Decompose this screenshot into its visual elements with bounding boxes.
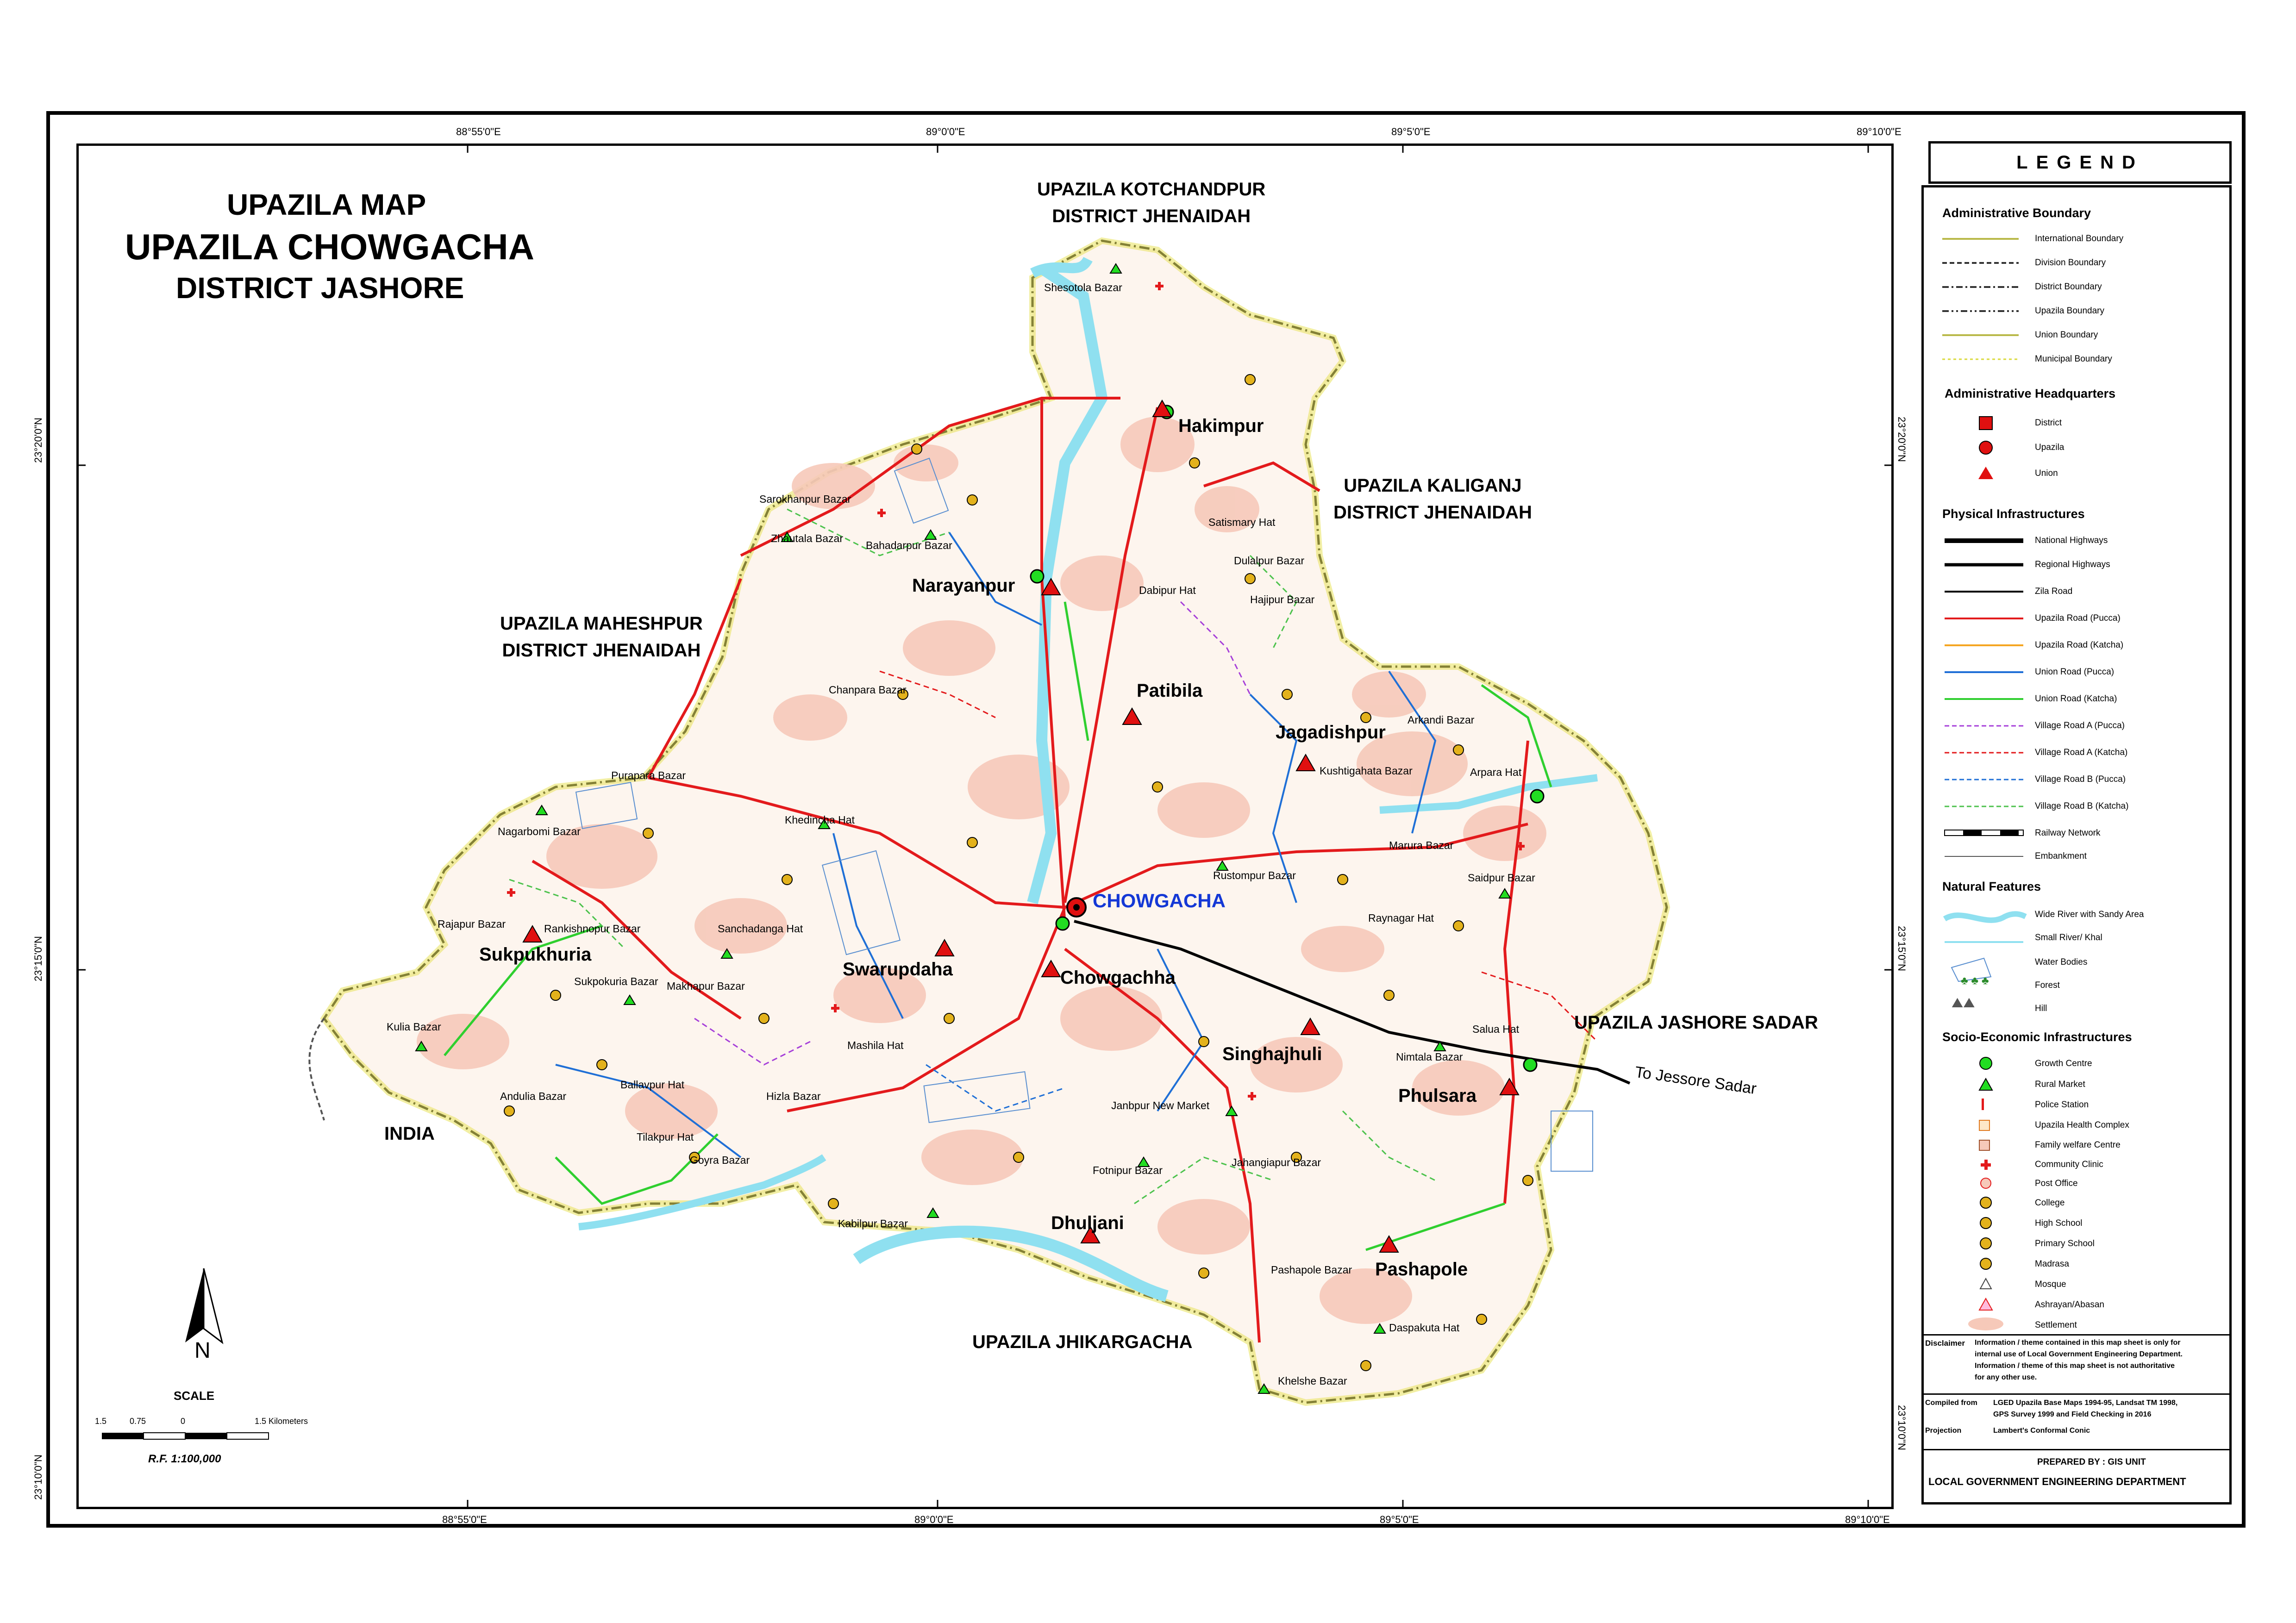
place-label: Rajapur Bazar bbox=[438, 918, 506, 930]
place-label: Saidpur Bazar bbox=[1468, 872, 1535, 884]
legend-item: Settlement bbox=[2035, 1320, 2077, 1330]
legend-heading-admin-hq: Administrative Headquarters bbox=[1945, 387, 2116, 400]
region-jashore-sadar: UPAZILA JASHORE SADAR bbox=[1574, 1012, 1818, 1033]
place-label: Pashapole Bazar bbox=[1271, 1264, 1352, 1276]
place-label: Andulia Bazar bbox=[500, 1090, 567, 1102]
legend-item: Upazila bbox=[2035, 443, 2065, 452]
road-label-to-jessore: To Jessore Sadar bbox=[1633, 1063, 1758, 1098]
coord-top-1: 88°55'0"E bbox=[456, 126, 501, 137]
coord-top-2: 89°0'0"E bbox=[926, 126, 965, 137]
place-label: Janbpur New Market bbox=[1111, 1099, 1210, 1111]
north-arrow-icon bbox=[185, 1268, 222, 1342]
coord-bottom-3: 89°5'0"E bbox=[1380, 1514, 1419, 1525]
coord-right-2: 23°15'0"N bbox=[1896, 926, 1908, 971]
place-label: Sarokhanpur Bazar bbox=[759, 493, 851, 505]
place-label: Tilakpur Hat bbox=[637, 1131, 694, 1143]
legend-item: Village Road B (Pucca) bbox=[2035, 774, 2126, 784]
union-label-phulsara: Phulsara bbox=[1398, 1086, 1476, 1106]
union-label-sukpukhuria: Sukpukhuria bbox=[479, 944, 592, 965]
north-label: N bbox=[194, 1338, 211, 1363]
legend-item: Mosque bbox=[2035, 1280, 2066, 1289]
region-jhikargacha: UPAZILA JHIKARGACHA bbox=[972, 1332, 1193, 1352]
legend-item: Village Road B (Katcha) bbox=[2035, 801, 2129, 811]
union-label-jagadishpur: Jagadishpur bbox=[1276, 722, 1386, 743]
legend-item: Regional Highways bbox=[2035, 560, 2110, 569]
legend-item: Madrasa bbox=[2035, 1259, 2069, 1269]
place-label: Salua Hat bbox=[1472, 1023, 1520, 1035]
disclaimer-line: Information / theme of this map sheet is not authoritative bbox=[1975, 1362, 2175, 1370]
disclaimer-line: internal use of Local Government Engineering Department. bbox=[1975, 1350, 2183, 1358]
legend-divider bbox=[1921, 1334, 2232, 1336]
legend-item: Small River/ Khal bbox=[2035, 933, 2102, 943]
map-title-upazila: UPAZILA CHOWGACHA bbox=[125, 226, 534, 267]
coord-right-1: 23°20'0"N bbox=[1896, 417, 1908, 462]
place-label: Kushtigahata Bazar bbox=[1320, 765, 1413, 777]
place-label: Marura Bazar bbox=[1389, 839, 1454, 851]
legend-item: Primary School bbox=[2035, 1239, 2095, 1248]
place-label: Zhautala Bazar bbox=[771, 532, 843, 544]
place-label: Kabilpur Bazar bbox=[838, 1217, 908, 1230]
legend-item: Forest bbox=[2035, 980, 2060, 990]
place-label: Arpara Hat bbox=[1470, 766, 1522, 778]
coord-bottom-2: 89°0'0"E bbox=[914, 1514, 954, 1525]
coord-left-1: 23°20'0"N bbox=[32, 418, 44, 463]
legend-item: Hill bbox=[2035, 1004, 2047, 1013]
projection-label: Projection bbox=[1925, 1427, 1962, 1435]
place-label: Mashila Hat bbox=[847, 1039, 904, 1051]
place-label: Hizla Bazar bbox=[766, 1090, 821, 1102]
compiled-line: LGED Upazila Base Maps 1994-95, Landsat TM 1998, bbox=[1993, 1399, 2178, 1407]
place-label: Rankishnopur Bazar bbox=[544, 923, 641, 935]
prepared-by: PREPARED BY : GIS UNIT bbox=[2037, 1457, 2146, 1467]
region-maheshpur: UPAZILA MAHESHPUR DISTRICT JHENAIDAH bbox=[500, 613, 703, 661]
legend-item: Embankment bbox=[2035, 851, 2087, 861]
legend-divider bbox=[1921, 1449, 2232, 1450]
coord-left-2: 23°15'0"N bbox=[32, 936, 44, 981]
representative-fraction: R.F. 1:100,000 bbox=[148, 1453, 221, 1465]
legend-item: College bbox=[2035, 1198, 2065, 1208]
disclaimer-line: for any other use. bbox=[1975, 1373, 2037, 1381]
scale-tick-1: 1.5 bbox=[95, 1417, 107, 1426]
place-label: Rustompur Bazar bbox=[1213, 869, 1296, 881]
legend-item: Upazila Health Complex bbox=[2035, 1120, 2129, 1130]
scale-tick-3: 0 bbox=[181, 1417, 186, 1426]
legend-item: District Boundary bbox=[2035, 282, 2102, 292]
legend-item: Wide River with Sandy Area bbox=[2035, 910, 2144, 919]
place-label: Goyra Bazar bbox=[690, 1154, 750, 1166]
legend-heading-socio: Socio-Economic Infrastructures bbox=[1942, 1030, 2132, 1044]
legend-item: Growth Centre bbox=[2035, 1059, 2092, 1068]
scale-tick-2: 0.75 bbox=[130, 1417, 146, 1426]
hill-icon: ⛰⛰ bbox=[1952, 995, 1975, 1011]
union-label-hakimpur: Hakimpur bbox=[1178, 416, 1264, 436]
international-boundary bbox=[309, 1018, 324, 1120]
legend-item: Division Boundary bbox=[2035, 258, 2106, 268]
place-label: Fotnipur Bazar bbox=[1093, 1164, 1163, 1176]
legend-heading-physical: Physical Infrastructures bbox=[1942, 507, 2085, 521]
place-label: Dulalpur Bazar bbox=[1234, 555, 1305, 567]
legend-item: Rural Market bbox=[2035, 1080, 2085, 1089]
legend-item: Union Road (Pucca) bbox=[2035, 667, 2115, 677]
place-label: Khedincha Hat bbox=[785, 814, 855, 826]
scale-tick-4: 1.5 Kilometers bbox=[255, 1417, 308, 1426]
legend-item: Village Road A (Pucca) bbox=[2035, 721, 2125, 730]
legend-item: Police Station bbox=[2035, 1100, 2089, 1110]
legend-heading-admin-boundary: Administrative Boundary bbox=[1942, 206, 2091, 220]
coord-left-3: 23°10'0"N bbox=[32, 1454, 44, 1500]
legend-item: Upazila Boundary bbox=[2035, 306, 2104, 316]
region-india: INDIA bbox=[384, 1124, 435, 1144]
region-kotchandpur: UPAZILA KOTCHANDPUR DISTRICT JHENAIDAH bbox=[1037, 179, 1266, 226]
coord-top-4: 89°10'0"E bbox=[1857, 126, 1902, 137]
place-label: Arkandi Bazar bbox=[1408, 714, 1475, 726]
legend-item: Upazila Road (Katcha) bbox=[2035, 640, 2124, 650]
legend-item: Union Boundary bbox=[2035, 330, 2098, 340]
union-label-swarupdaha: Swarupdaha bbox=[843, 959, 953, 980]
place-label: Raynagar Hat bbox=[1368, 912, 1434, 924]
legend-item: Water Bodies bbox=[2035, 957, 2088, 967]
disclaimer-label: Disclaimer bbox=[1925, 1339, 1965, 1348]
legend-item: High School bbox=[2035, 1218, 2083, 1228]
place-label: Makhapur Bazar bbox=[667, 980, 745, 992]
region-kaliganj: UPAZILA KALIGANJ DISTRICT JHENAIDAH bbox=[1333, 475, 1532, 523]
place-label: Chanpara Bazar bbox=[829, 684, 907, 696]
place-label: Bahadarpur Bazar bbox=[866, 539, 952, 551]
projection-value: Lambert's Conformal Conic bbox=[1993, 1427, 2090, 1435]
place-label: Jahangiapur Bazar bbox=[1232, 1156, 1321, 1168]
place-label: Dabipur Hat bbox=[1139, 584, 1196, 596]
coord-bottom-1: 88°55'0"E bbox=[442, 1514, 487, 1525]
legend-item: Union Road (Katcha) bbox=[2035, 694, 2117, 704]
union-label-chowgachha: Chowgachha bbox=[1060, 968, 1176, 988]
scale-bar bbox=[102, 1433, 269, 1439]
legend-item: Family welfare Centre bbox=[2035, 1140, 2121, 1150]
place-label: Nimtala Bazar bbox=[1396, 1051, 1463, 1063]
place-label: Daspakuta Hat bbox=[1389, 1322, 1460, 1334]
legend-title: LEGEND bbox=[1928, 141, 2232, 184]
legend-item: Community Clinic bbox=[2035, 1160, 2103, 1169]
legend-item: National Highways bbox=[2035, 536, 2108, 545]
union-label-patibila: Patibila bbox=[1137, 680, 1203, 701]
legend-heading-natural: Natural Features bbox=[1942, 880, 2041, 893]
headquarters-label: CHOWGACHA bbox=[1093, 890, 1226, 911]
legend-item: Post Office bbox=[2035, 1179, 2078, 1188]
coord-bottom-4: 89°10'0"E bbox=[1845, 1514, 1890, 1525]
place-label: Purapara Bazar bbox=[611, 769, 686, 781]
department-name: LOCAL GOVERNMENT ENGINEERING DEPARTMENT bbox=[1928, 1476, 2186, 1487]
forest-icon: ♣ ♣ ♣ bbox=[1961, 974, 1989, 987]
place-label: Khelshe Bazar bbox=[1278, 1375, 1347, 1387]
map-title-district: DISTRICT JASHORE bbox=[176, 271, 464, 305]
legend-divider bbox=[1921, 1393, 2232, 1395]
place-label: Kulia Bazar bbox=[387, 1021, 441, 1033]
compiled-label: Compiled from bbox=[1925, 1399, 1977, 1407]
union-label-narayanpur: Narayanpur bbox=[912, 575, 1015, 596]
compiled-line: GPS Survey 1999 and Field Checking in 2016 bbox=[1993, 1411, 2152, 1418]
place-label: Nagarbomi Bazar bbox=[498, 825, 581, 837]
legend-item: International Boundary bbox=[2035, 234, 2124, 243]
union-label-singhajhuli: Singhajhuli bbox=[1222, 1044, 1322, 1064]
legend-item: Union bbox=[2035, 468, 2058, 478]
map-title-line1: UPAZILA MAP bbox=[227, 188, 426, 221]
place-label: Satismary Hat bbox=[1208, 516, 1276, 528]
place-label: Ballavpur Hat bbox=[620, 1079, 685, 1091]
legend-item: Ashrayan/Abasan bbox=[2035, 1300, 2104, 1310]
union-label-pashapole: Pashapole bbox=[1375, 1259, 1468, 1280]
disclaimer-line: Information / theme contained in this map sheet is only for bbox=[1975, 1339, 2181, 1347]
coord-right-3: 23°10'0"N bbox=[1896, 1405, 1908, 1450]
coord-top-3: 89°5'0"E bbox=[1391, 126, 1431, 137]
place-label: Shesotola Bazar bbox=[1044, 281, 1122, 293]
place-label: Sukpokuria Bazar bbox=[574, 975, 658, 987]
scale-label: SCALE bbox=[174, 1389, 215, 1403]
legend-item: Zila Road bbox=[2035, 587, 2073, 596]
legend-item: District bbox=[2035, 418, 2062, 428]
legend-item: Upazila Road (Pucca) bbox=[2035, 613, 2121, 623]
legend-item: Railway Network bbox=[2035, 828, 2101, 838]
place-label: Hajipur Bazar bbox=[1250, 593, 1315, 606]
legend-item: Village Road A (Katcha) bbox=[2035, 748, 2128, 757]
place-label: Sanchadanga Hat bbox=[718, 923, 803, 935]
union-label-dhuljani: Dhuljani bbox=[1051, 1213, 1124, 1233]
legend-item: Municipal Boundary bbox=[2035, 354, 2112, 364]
